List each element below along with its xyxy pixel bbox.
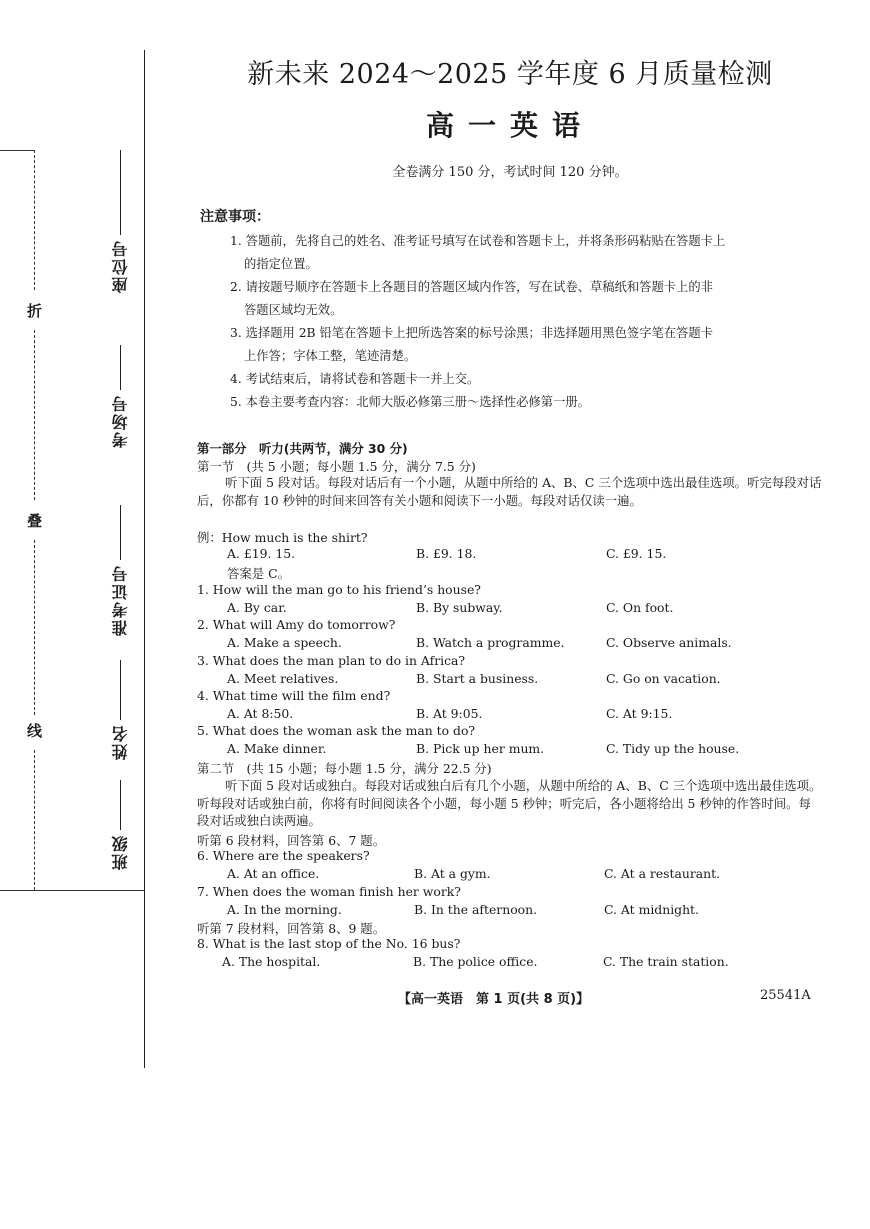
section2-instructions: 听下面 5 段对话或独白。每段对话或独白后有几个小题，从题中所给的 A、B、C 三个选项中选出最佳选项。听每段对话或独白前，你将有时间阅读各个小题，每小题 5 秒钟；听完后，各小题将给出 5 秒钟的作答时间。每段对话或独白读两遍。: [197, 778, 822, 828]
fold-char-2: 叠: [27, 512, 43, 530]
field-label-seat: 座位号: [110, 239, 130, 293]
question-1: 1. How will the man go to his friend’s house?: [197, 582, 481, 597]
q8-option-a[interactable]: A. The hospital.: [222, 954, 321, 969]
field-label-class: 班级: [110, 834, 130, 870]
part1-title: 第一部分 听力(共两节，满分 30 分): [197, 441, 408, 456]
fold-dashed-line-bottom: [34, 750, 35, 890]
notice-item-1: 1. 答题前，先将自己的姓名、准考证号填写在试卷和答题卡上，并将条形码粘贴在答题卡上 的指定位置。: [230, 234, 726, 271]
q2-option-b[interactable]: B. Watch a programme.: [416, 635, 565, 650]
q1-option-c[interactable]: C. On foot.: [606, 600, 674, 615]
fold-dashed-line-top: [34, 150, 35, 290]
example-answer: 答案是 C。: [227, 566, 290, 581]
q1-option-b[interactable]: B. By subway.: [416, 600, 503, 615]
binding-border-line: [144, 50, 145, 1068]
field-name[interactable]: [100, 660, 140, 764]
q6-option-c[interactable]: C. At a restaurant.: [604, 866, 721, 881]
field-class[interactable]: [100, 780, 140, 874]
fold-top-rule: [0, 150, 34, 151]
field-ticket-number[interactable]: [100, 505, 140, 640]
q7-option-a[interactable]: A. In the morning.: [227, 902, 342, 917]
question-5: 5. What does the woman ask the man to do?: [197, 723, 476, 738]
q4-option-a[interactable]: A. At 8:50.: [227, 706, 294, 721]
q6-option-b[interactable]: B. At a gym.: [414, 866, 491, 881]
section1-title: 第一节 (共 5 小题；每小题 1.5 分，满分 7.5 分): [197, 459, 476, 474]
q5-option-a[interactable]: A. Make dinner.: [227, 741, 327, 756]
paper-code: 25541A: [760, 988, 811, 1003]
notice-list: [230, 230, 820, 414]
q3-option-c[interactable]: C. Go on vacation.: [606, 671, 721, 686]
notice-item-4: 4. 考试结束后，请将试卷和答题卡一并上交。: [230, 372, 480, 386]
page-footer: 【高一英语 第 1 页(共 8 页)】: [398, 992, 590, 1007]
q2-option-c[interactable]: C. Observe animals.: [606, 635, 732, 650]
q8-option-b[interactable]: B. The police office.: [413, 954, 538, 969]
exam-title: 新未来 2024～2025 学年度 6 月质量检测: [247, 59, 773, 90]
fold-char-3: 线: [27, 722, 43, 740]
q1-option-a[interactable]: A. By car.: [227, 600, 287, 615]
field-label-name: 姓名: [110, 724, 130, 760]
section2-title: 第二节 (共 15 小题；每小题 1.5 分，满分 22.5 分): [197, 761, 492, 776]
notice-title: 注意事项：: [200, 209, 270, 225]
fold-dashed-line-mid-1: [34, 330, 35, 500]
example-option-b: B. £9. 18.: [416, 546, 477, 561]
question-7: 7. When does the woman finish her work?: [197, 884, 461, 899]
material-6-heading: 听第 6 段材料，回答第 6、7 题。: [197, 833, 386, 848]
fold-bottom-rule: [0, 890, 144, 891]
q3-option-a[interactable]: A. Meet relatives.: [227, 671, 339, 686]
score-time-line: 全卷满分 150 分，考试时间 120 分钟。: [392, 165, 628, 180]
section1-instructions: 听下面 5 段对话。每段对话后有一个小题，从题中所给的 A、B、C 三个选项中选出最佳选项。听完每段对话后，你都有 10 秒钟的时间来回答有关小题和阅读下一小题。每段对话仅读一遍。: [197, 475, 822, 508]
q2-option-a[interactable]: A. Make a speech.: [227, 635, 342, 650]
question-2: 2. What will Amy do tomorrow?: [197, 617, 396, 632]
q4-option-c[interactable]: C. At 9:15.: [606, 706, 673, 721]
example-question: 例：How much is the shirt?: [197, 530, 368, 545]
material-7-heading: 听第 7 段材料，回答第 8、9 题。: [197, 921, 386, 936]
q7-option-c[interactable]: C. At midnight.: [604, 902, 699, 917]
field-exam-room[interactable]: [100, 345, 140, 452]
question-8: 8. What is the last stop of the No. 16 bus?: [197, 936, 461, 951]
field-label-ticket: 准考证号: [110, 564, 130, 636]
q3-option-b[interactable]: B. Start a business.: [416, 671, 539, 686]
question-6: 6. Where are the speakers?: [197, 848, 370, 863]
q5-option-b[interactable]: B. Pick up her mum.: [416, 741, 545, 756]
q6-option-a[interactable]: A. At an office.: [227, 866, 320, 881]
q5-option-c[interactable]: C. Tidy up the house.: [606, 741, 740, 756]
exam-subject: 高一英语: [425, 109, 594, 142]
fold-char-1: 折: [27, 302, 43, 320]
question-4: 4. What time will the film end?: [197, 688, 391, 703]
notice-item-5: 5. 本卷主要考查内容：北师大版必修第三册～选择性必修第一册。: [230, 395, 590, 409]
q7-option-b[interactable]: B. In the afternoon.: [414, 902, 538, 917]
notice-item-2: 2. 请按题号顺序在答题卡上各题目的答题区域内作答，写在试卷、草稿纸和答题卡上的非 答题区域均无效。: [230, 280, 713, 317]
field-seat-number[interactable]: [100, 150, 140, 297]
q4-option-b[interactable]: B. At 9:05.: [416, 706, 483, 721]
field-label-room: 考场号: [110, 394, 130, 448]
notice-item-3: 3. 选择题用 2B 铅笔在答题卡上把所选答案的标号涂黑；非选择题用黑色签字笔在答题卡 上作答；字体工整，笔迹清楚。: [230, 326, 714, 363]
fold-dashed-line-mid-2: [34, 540, 35, 715]
q8-option-c[interactable]: C. The train station.: [603, 954, 729, 969]
question-3: 3. What does the man plan to do in Africa?: [197, 653, 466, 668]
example-option-c: C. £9. 15.: [606, 546, 667, 561]
example-option-a: A. £19. 15.: [227, 546, 296, 561]
